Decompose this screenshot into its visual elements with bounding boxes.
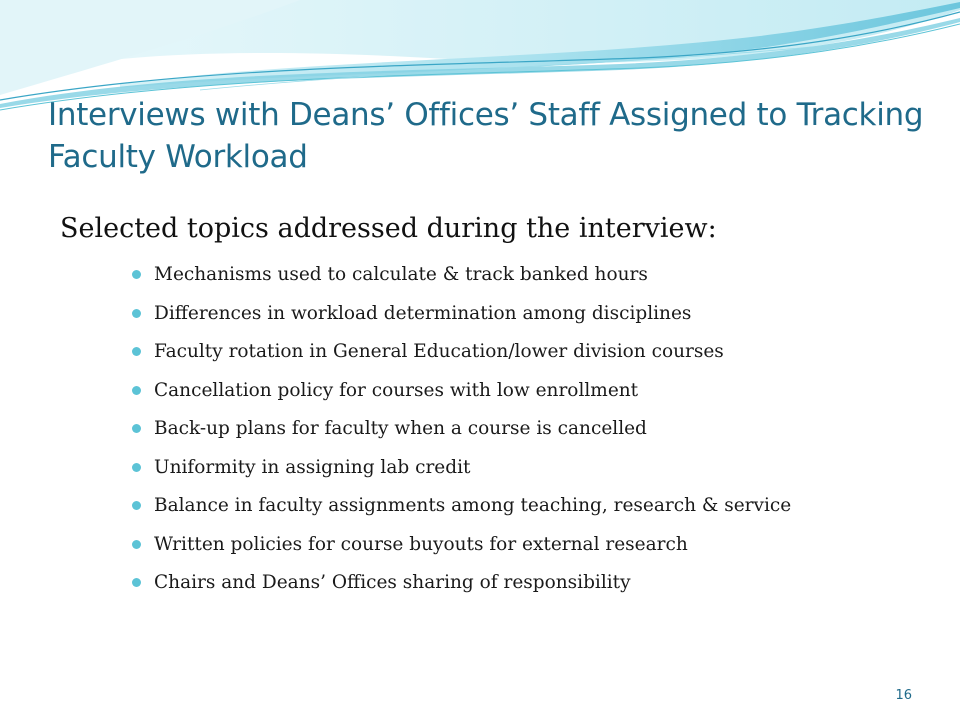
list-item	[132, 301, 852, 326]
list-item	[132, 570, 852, 595]
bullet-icon	[132, 270, 141, 279]
list-item-text: Faculty rotation in General Education/lower division courses	[154, 341, 724, 362]
slide-subtitle: Selected topics addressed during the interview:	[60, 213, 717, 244]
bullet-icon	[132, 463, 141, 472]
list-item	[132, 416, 852, 441]
list-item	[132, 339, 852, 364]
list-item-text: Balance in faculty assignments among teaching, research & service	[154, 495, 792, 516]
list-item	[132, 378, 852, 403]
bullet-icon	[132, 424, 141, 433]
list-item-text: Chairs and Deans’ Offices sharing of responsibility	[154, 572, 631, 593]
topic-list	[132, 262, 852, 609]
page-number: 16	[895, 688, 912, 703]
list-item	[132, 455, 852, 480]
list-item	[132, 532, 852, 557]
list-item-text: Written policies for course buyouts for external research	[154, 533, 688, 555]
list-item-text: Back-up plans for faculty when a course is cancelled	[154, 418, 647, 439]
bullet-icon	[132, 540, 141, 549]
list-item-text: Mechanisms used to calculate & track banked hours	[154, 264, 648, 285]
list-item	[132, 262, 852, 287]
list-item-text: Cancellation policy for courses with low enrollment	[154, 379, 639, 401]
list-item-text: Differences in workload determination among disciplines	[154, 302, 692, 324]
list-item	[132, 493, 852, 518]
bullet-icon	[132, 501, 141, 510]
list-item-text: Uniformity in assigning lab credit	[154, 456, 471, 478]
bullet-icon	[132, 347, 141, 356]
bullet-icon	[132, 309, 141, 318]
bullet-icon	[132, 386, 141, 395]
slide-title: Interviews with Deans’ Offices’ Staff Assigned to Tracking Faculty Workload	[48, 97, 924, 175]
bullet-icon	[132, 578, 141, 587]
